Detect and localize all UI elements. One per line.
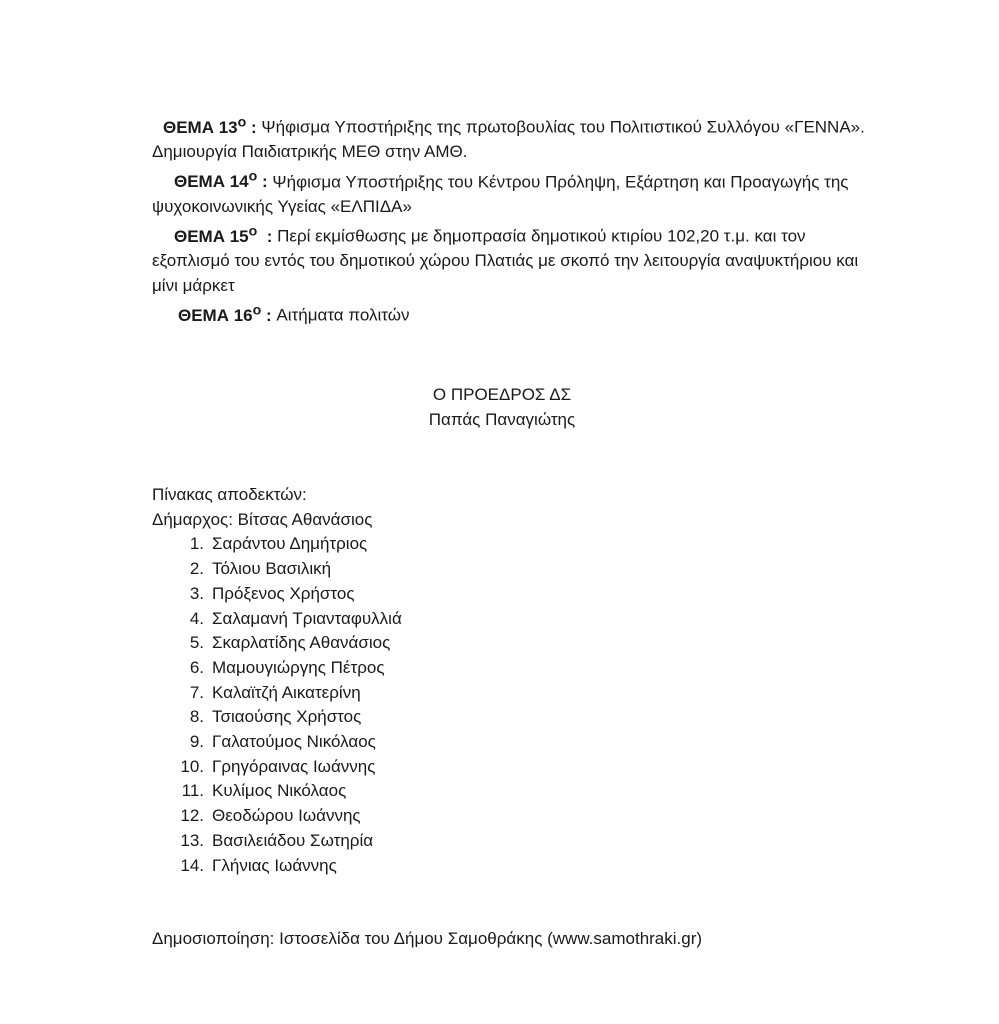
recipients-heading: Πίνακας αποδεκτών: [152,485,307,504]
list-item: 6. Μαμουγιώργης Πέτρος [189,657,385,677]
list-item: 8. Τσιαούσης Χρήστος [189,707,362,727]
list-item: 2. Τόλιου Βασιλική [189,559,332,579]
list-item: 11. Κυλίμος Νικόλαος [181,781,347,801]
agenda-item-15 [152,219,872,298]
agenda-item-14 [152,165,872,220]
signature-name: Παπάς Παναγιώτης [428,410,576,429]
agenda-item-text: Ψήφισμα Υποστήριξης του Κέντρου Πρόληψη, Εξάρτηση και Προαγωγής της ψυχοκοινωνικής Υγείας «ΕΛΠΙΔΑ» [152,172,849,216]
agenda-section [152,110,872,329]
list-item: 5. Σκαρλατίδης Αθανάσιος [189,633,391,653]
agenda-item-text: Αιτήματα πολιτών [276,306,410,326]
recipient-list [152,532,752,878]
list-item: 9. Γαλατούμος Νικόλαος [189,732,376,752]
signature-block [300,382,704,432]
agenda-item-16 [152,298,872,328]
agenda-item-label: ΘΕΜΑ $13^o$ : [163,114,262,137]
mayor-line: Δήμαρχος: Βίτσας Αθανάσιος [152,509,373,529]
publication-note: Δημοσιοποίηση: Ιστοσελίδα του Δήμου Σαμοθράκης (www.samothraki.gr) [152,929,703,948]
list-item: 10. Γρηγόραινας Ιωάννης [180,756,376,776]
list-item: 13. Βασιλειάδου Σωτηρία [180,830,374,850]
agenda-item-text: Ψήφισμα Υποστήριξης της πρωτοβουλίας του Πολιτιστικού Συλλόγου «ΓΕΝΝΑ». Δημιουργία Παιδιατρικής ΜΕΘ στην ΑΜΘ. [152,117,865,162]
list-item: 14. Γλήνιας Ιωάννης [180,855,337,875]
agenda-item-13 [152,110,872,165]
agenda-item-label: ΘΕΜΑ $16^o$ : [178,302,277,326]
recipients-section [152,483,752,878]
agenda-item-text: Περί εκμίσθωσης με δημοπρασία δημοτικού κτιρίου 102,20 τ.μ. και τον εξοπλισμό του εντός του δημοτικού χώρου Πλατιάς με σκοπό την λειτουργία αναψυκτήριου και μίνι μάρκετ [152,226,859,295]
agenda-item-label: ΘΕΜΑ $14^o$ : [174,168,273,192]
list-item: 3. Πρόξενος Χρήστος [189,583,355,603]
list-item: 1. Σαράντου Δημήτριος [189,534,368,554]
list-item: 7. Καλαϊτζή Αικατερίνη [189,682,361,702]
signature-title: Ο ΠΡΟΕΔΡΟΣ ΔΣ [432,385,572,404]
list-item: 12. Θεοδώρου Ιωάννης [180,806,361,826]
list-item: 4. Σαλαμανή Τριανταφυλλιά [189,608,402,628]
agenda-item-label: ΘΕΜΑ $15^o$ : [174,223,278,246]
